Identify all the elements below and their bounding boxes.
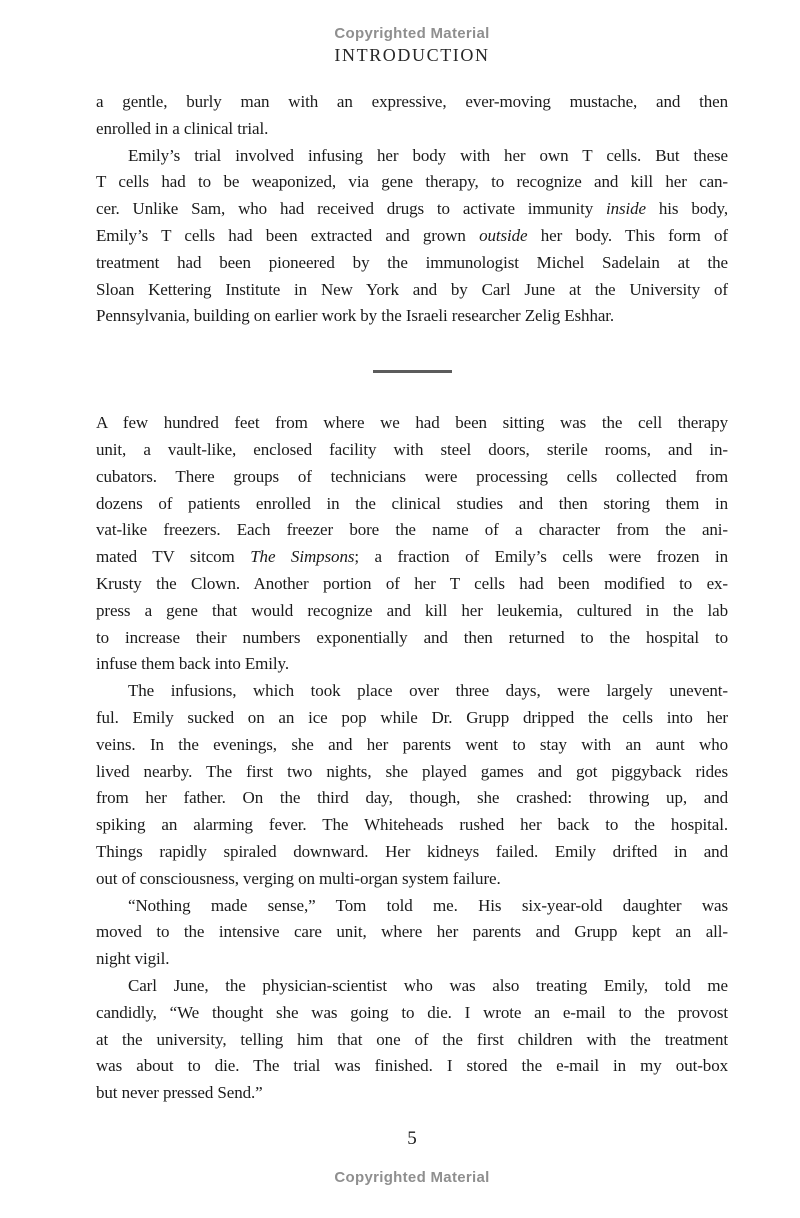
text-line: enrolled in a clinical trial. xyxy=(96,118,269,138)
text-line: Emily’s T cells had been extracted and grown outside her body. This form of xyxy=(96,225,728,245)
text-line: Pennsylvania, building on earlier work by the Israeli researcher Zelig Eshhar. xyxy=(96,306,615,326)
text-line: press a gene that would recognize and kill her leukemia, cultured in the lab xyxy=(96,600,728,620)
text-line: The infusions, which took place over three days, were largely unevent- xyxy=(128,681,728,701)
paragraph xyxy=(96,678,728,892)
text-line: Sloan Kettering Institute in New York and by Carl June at the University of xyxy=(96,279,728,299)
text-line: dozens of patients enrolled in the clinical studies and then storing them in xyxy=(96,493,728,513)
text-line: but never pressed Send.” xyxy=(96,1083,263,1103)
text-line: out of consciousness, verging on multi-organ system failure. xyxy=(96,868,501,888)
text-line: vat-like freezers. Each freezer bore the name of a character from the ani- xyxy=(96,520,728,540)
text-line: mated TV sitcom The Simpsons; a fraction of Emily’s cells were frozen in xyxy=(96,547,728,567)
paragraph xyxy=(96,893,728,973)
text-line: ful. Emily sucked on an ice pop while Dr. Grupp dripped the cells into her xyxy=(96,707,728,727)
text-line: Carl June, the physician-scientist who was also treating Emily, told me xyxy=(128,975,728,995)
paragraph xyxy=(96,143,728,331)
text-line: night vigil. xyxy=(96,949,170,969)
text-line: at the university, telling him that one of the first children with the treatment xyxy=(96,1029,728,1049)
text-line: a gentle, burly man with an expressive, ever-moving mustache, and then xyxy=(96,92,728,111)
chapter-heading: INTRODUCTION xyxy=(334,45,490,65)
text-line: A few hundred feet from where we had been sitting was the cell therapy xyxy=(96,413,728,433)
text-line: moved to the intensive care unit, where her parents and Grupp kept an all- xyxy=(96,922,728,942)
text-line: candidly, “We thought she was going to die. I wrote an e-mail to the provost xyxy=(96,1002,728,1022)
text-line: unit, a vault-like, enclosed facility with steel doors, sterile rooms, and in- xyxy=(96,439,728,459)
paragraph xyxy=(96,973,728,1107)
page-number: 5 xyxy=(407,1128,417,1149)
text-line: treatment had been pioneered by the immunologist Michel Sadelain at the xyxy=(96,252,728,272)
paragraph xyxy=(96,89,728,143)
paragraph xyxy=(96,410,728,678)
section-divider xyxy=(373,370,452,373)
text-line: veins. In the evenings, she and her parents went to stay with an aunt who xyxy=(96,734,728,754)
copyright-notice-top: Copyrighted Material xyxy=(334,25,490,42)
text-line: “Nothing made sense,” Tom told me. His six-year-old daughter was xyxy=(128,895,728,915)
text-line: cer. Unlike Sam, who had received drugs to activate immunity inside his body, xyxy=(96,199,728,219)
text-line: spiking an alarming fever. The Whiteheads rushed her back to the hospital. xyxy=(96,815,728,835)
copyright-notice-bottom: Copyrighted Material xyxy=(334,1169,490,1186)
text-line: Things rapidly spiraled downward. Her kidneys failed. Emily drifted in and xyxy=(96,841,728,861)
text-line: lived nearby. The first two nights, she played games and got piggyback rides xyxy=(96,761,728,781)
text-line: T cells had to be weaponized, via gene therapy, to recognize and kill her can- xyxy=(96,172,728,192)
text-line: was about to die. The trial was finished. I stored the e-mail in my out-box xyxy=(96,1056,728,1076)
page-header xyxy=(96,24,728,67)
text-line: Emily’s trial involved infusing her body with her own T cells. But these xyxy=(128,145,728,165)
body-text xyxy=(96,89,728,1107)
text-line: cubators. There groups of technicians were processing cells collected from xyxy=(96,466,728,486)
text-line: Krusty the Clown. Another portion of her T cells had been modified to ex- xyxy=(96,573,728,593)
text-line: infuse them back into Emily. xyxy=(96,654,289,674)
text-line: from her father. On the third day, though, she crashed: throwing up, and xyxy=(96,788,728,808)
text-line: to increase their numbers exponentially and then returned to the hospital to xyxy=(96,627,728,647)
